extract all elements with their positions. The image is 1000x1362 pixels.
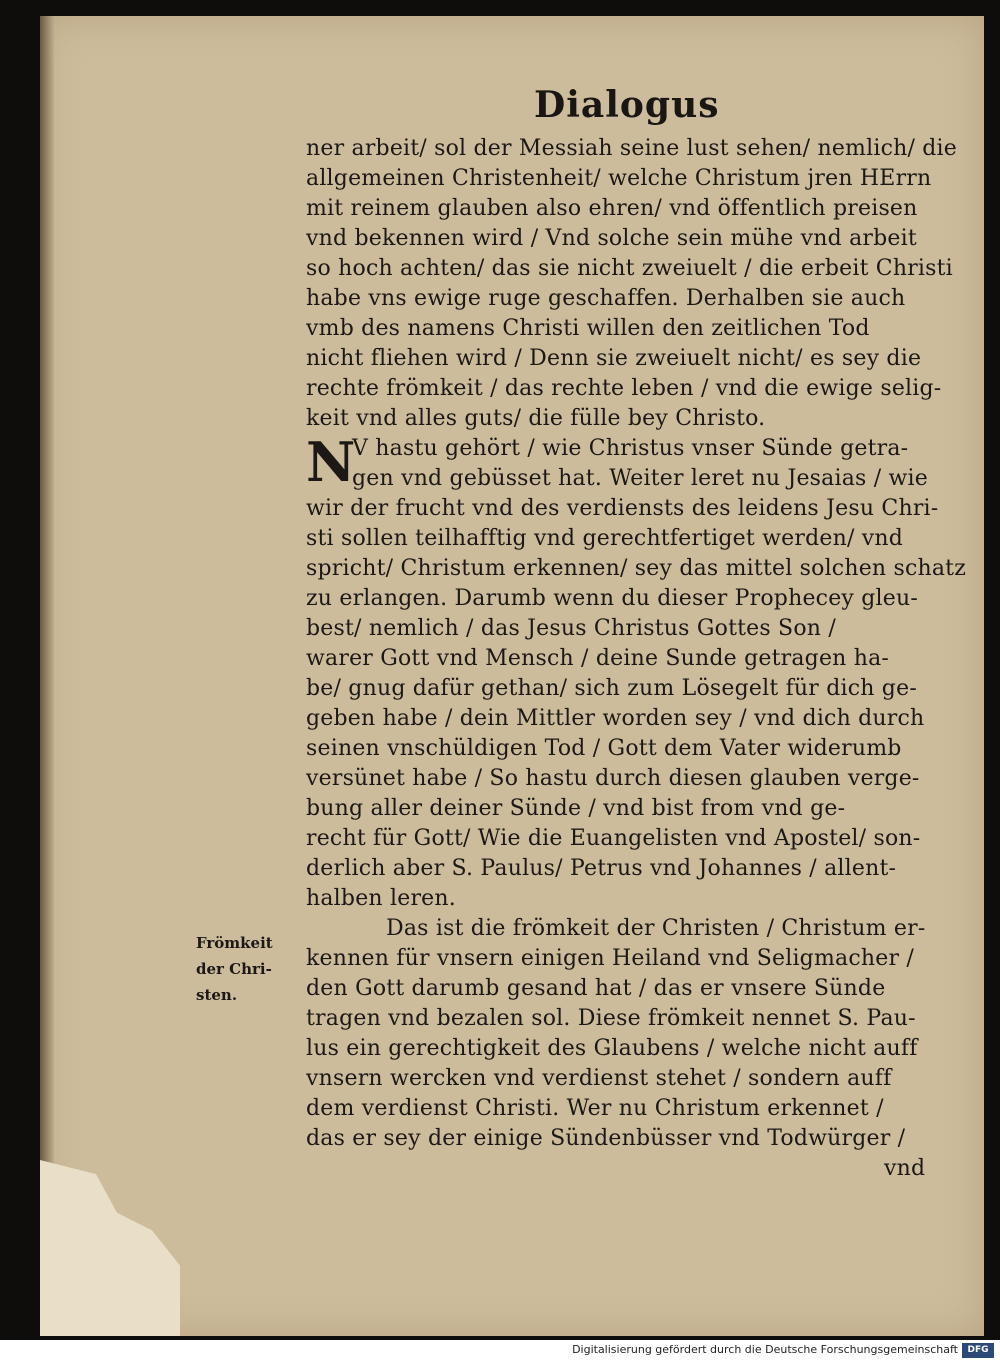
text-line: vnd bekennen wird / Vnd solche sein mühe vnd arbeit	[306, 226, 917, 251]
text-line: tragen vnd bezalen sol. Diese frömkeit nennet S. Pau-	[306, 1006, 916, 1031]
text-line: sti sollen teilhafftig vnd gerechtfertiget werden/ vnd	[306, 526, 904, 551]
text-line: halben leren.	[306, 886, 456, 911]
initial-letter: N	[306, 430, 356, 494]
text-line: vmb des namens Christi willen den zeitlichen Tod	[306, 316, 870, 341]
text-line: ner arbeit/ sol der Messiah seine lust sehen/ nemlich/ die	[306, 136, 958, 161]
text-line: so hoch achten/ das sie nicht zweiuelt / die erbeit Christi	[306, 256, 953, 281]
page-spine	[40, 16, 54, 1336]
text-line: be/ gnug dafür gethan/ sich zum Lösegelt für dich ge-	[306, 676, 917, 701]
text-line: allgemeinen Christenheit/ welche Christum jren HErrn	[306, 166, 932, 191]
text-line: lus ein gerechtigkeit des Glaubens / welche nicht auff	[306, 1036, 918, 1061]
text-line: recht für Gott/ Wie die Euangelisten vnd Apostel/ son-	[306, 826, 921, 851]
dfg-logo: DFG	[962, 1343, 994, 1358]
marginal-line: der Chri-	[196, 960, 272, 978]
running-head: Dialogus	[534, 84, 720, 126]
text-line: Das ist die frömkeit der Christen / Christum er-	[386, 916, 926, 941]
text-line: warer Gott vnd Mensch / deine Sunde getragen ha-	[306, 646, 890, 671]
footer-credit: Digitalisierung gefördert durch die Deutsche Forschungsgemeinschaft	[572, 1343, 958, 1356]
catchword: vnd	[884, 1156, 926, 1181]
text-line: best/ nemlich / das Jesus Christus Gottes Son /	[306, 616, 836, 641]
text-line: dem verdienst Christi. Wer nu Christum erkennet /	[306, 1096, 884, 1121]
text-line: versünet habe / So hastu durch diesen glauben verge-	[306, 766, 920, 791]
text-line: kennen für vnsern einigen Heiland vnd Seligmacher /	[306, 946, 914, 971]
text-line: spricht/ Christum erkennen/ sey das mittel solchen schatz	[306, 556, 967, 581]
text-line: habe vns ewige ruge geschaffen. Derhalben sie auch	[306, 286, 906, 311]
text-line: bung aller deiner Sünde / vnd bist from vnd ge-	[306, 796, 846, 821]
text-line: vnsern wercken vnd verdienst stehet / sondern auff	[306, 1066, 892, 1091]
text-line: mit reinem glauben also ehren/ vnd öffentlich preisen	[306, 196, 918, 221]
text-line: seinen vnschüldigen Tod / Gott dem Vater widerumb	[306, 736, 902, 761]
footer-bar	[0, 1340, 1000, 1362]
marginal-line: Frömkeit	[196, 934, 273, 952]
marginal-note	[196, 930, 296, 1008]
text-line: derlich aber S. Paulus/ Petrus vnd Johannes / allent-	[306, 856, 897, 881]
text-line: geben habe / dein Mittler worden sey / vnd dich durch	[306, 706, 925, 731]
text-line: V hastu gehört / wie Christus vnser Sünde getra-	[352, 436, 909, 461]
marginal-line: sten.	[196, 986, 238, 1004]
text-line: das er sey der einige Sündenbüsser vnd Todwürger /	[306, 1126, 906, 1151]
text-line: den Gott darumb gesand hat / das er vnsere Sünde	[306, 976, 886, 1001]
text-line: gen vnd gebüsset hat. Weiter leret nu Jesaias / wie	[352, 466, 929, 491]
text-line: zu erlangen. Darumb wenn du dieser Prophecey gleu-	[306, 586, 918, 611]
text-line: wir der frucht vnd des verdiensts des leidens Jesu Chri-	[306, 496, 939, 521]
text-line: keit vnd alles guts/ die fülle bey Christo.	[306, 406, 766, 431]
text-line: nicht fliehen wird / Denn sie zweiuelt nicht/ es sey die	[306, 346, 922, 371]
text-line: rechte frömkeit / das rechte leben / vnd die ewige selig-	[306, 376, 942, 401]
